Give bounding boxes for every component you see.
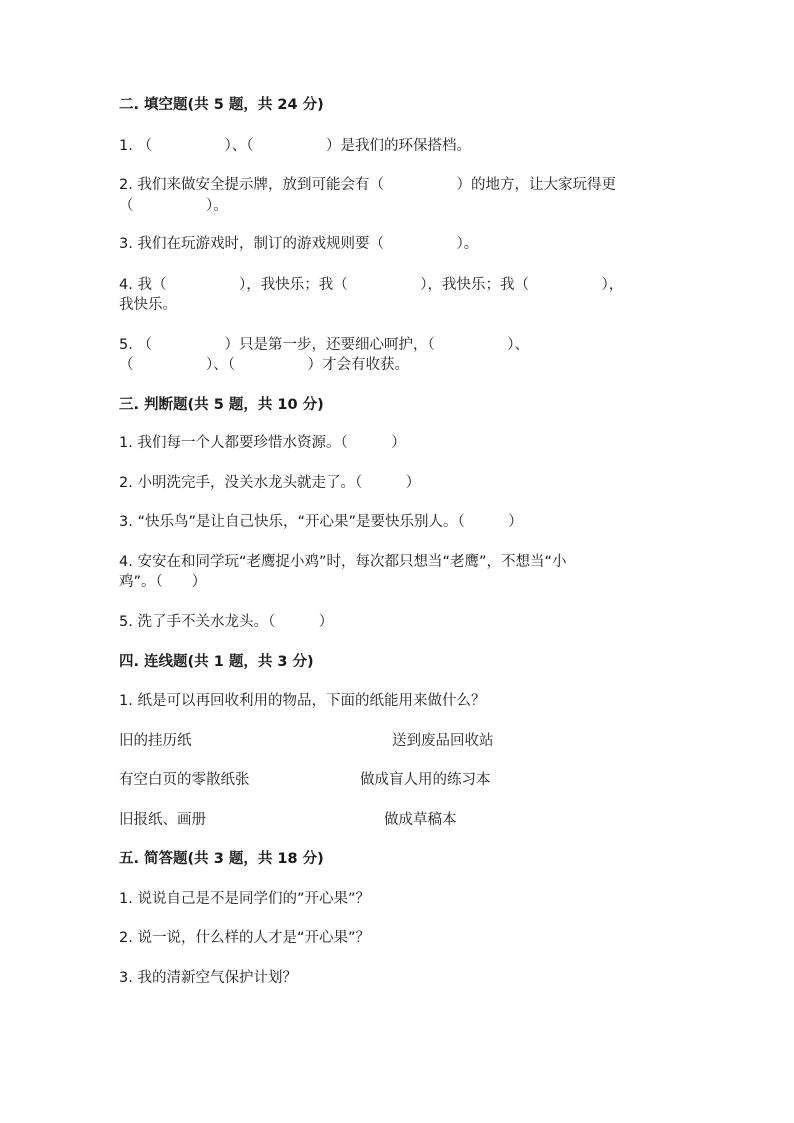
section-3-heading: 三. 判断题(共 5 题，共 10 分) <box>119 397 324 413</box>
short-answer-question-2: 2. 说一说，什么样的人才是“开心果”？ <box>119 930 370 946</box>
fill-question-5-line-2: （ ）、（ ）才会有收获。 <box>119 357 409 373</box>
match-question-1: 1. 纸是可以再回收利用的物品，下面的纸能用来做什么？ <box>119 693 486 709</box>
section-4-heading: 四. 连线题(共 1 题，共 3 分) <box>119 654 314 670</box>
fill-question-1: 1. （ ）、（ ）是我们的环保搭档。 <box>119 138 471 154</box>
judge-question-5: 5. 洗了手不关水龙头。（ ） <box>119 614 334 630</box>
judge-question-2: 2. 小明洗完手，没关水龙头就走了。（ ） <box>119 475 421 491</box>
fill-question-3: 3. 我们在玩游戏时，制订的游戏规则要（ ）。 <box>119 236 479 252</box>
fill-question-5-line-1: 5. （ ）只是第一步，还要细心呵护，（ ）、 <box>119 337 529 353</box>
short-answer-question-1: 1. 说说自己是不是同学们的”开心果”？ <box>119 891 370 907</box>
judge-question-4-line-2: 鸡”。（ ） <box>119 574 207 590</box>
fill-question-2-line-1: 2. 我们来做安全提示牌，放到可能会有（ ）的地方，让大家玩得更 <box>119 177 616 193</box>
fill-question-4-line-1: 4. 我（ ），我快乐；我（ ），我快乐；我（ ）， <box>119 277 624 293</box>
match-left-item: 有空白页的零散纸张 <box>119 772 250 788</box>
match-right-item: 送到废品回收站 <box>392 733 494 749</box>
match-left-item: 旧的挂历纸 <box>119 733 192 749</box>
fill-question-2-line-2: （ ）。 <box>119 198 228 214</box>
section-5-heading: 五. 简答题(共 3 题，共 18 分) <box>119 851 324 867</box>
judge-question-3: 3. “快乐鸟”是让自己快乐，“开心果”是要快乐别人。（ ） <box>119 514 523 530</box>
judge-question-1: 1. 我们每一个人都要珍惜水资源。（ ） <box>119 435 406 451</box>
judge-question-4-line-1: 4. 安安在和同学玩“老鹰捉小鸡”时，每次都只想当“老鹰”，不想当“小 <box>119 554 567 570</box>
match-right-item: 做成草稿本 <box>384 812 457 828</box>
match-left-item: 旧报纸、画册 <box>119 812 206 828</box>
section-2-heading: 二. 填空题(共 5 题，共 24 分) <box>119 97 324 113</box>
match-right-item: 做成盲人用的练习本 <box>360 772 491 788</box>
short-answer-question-3: 3. 我的清新空气保护计划？ <box>119 970 297 986</box>
fill-question-4-line-2: 我快乐。 <box>119 297 177 313</box>
